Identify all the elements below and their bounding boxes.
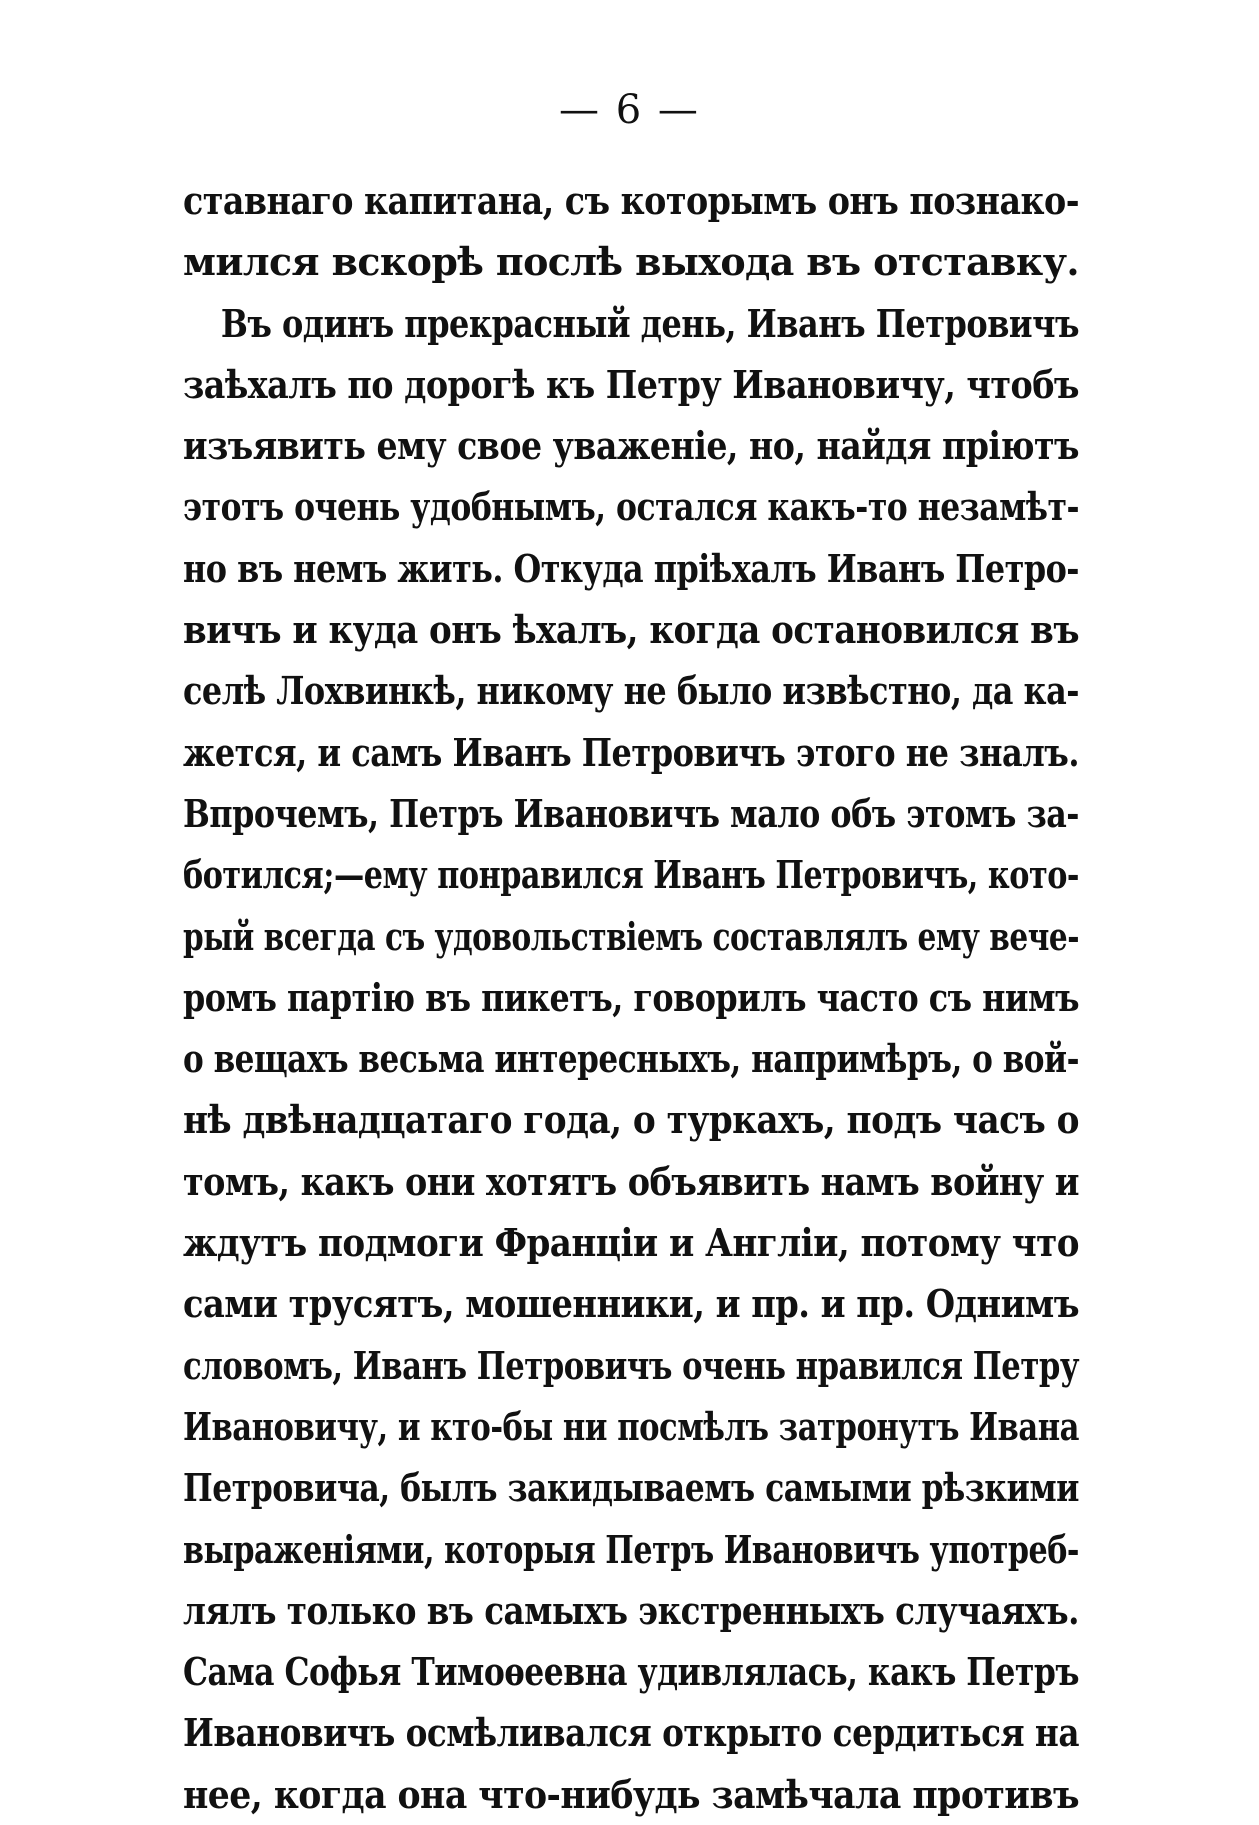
text-line: Ивановичу, и кто-бы ни посмѣлъ затронутъ Ивана	[183, 1403, 1079, 1449]
text-line: селѣ Лохвинкѣ, никому не было извѣстно, да ка-	[183, 668, 1079, 714]
text-line: но въ немъ жить. Откуда пріѣхалъ Иванъ Петро-	[183, 545, 1079, 591]
text-line: о вещахъ весьма интересныхъ, напримѣръ, о вой-	[183, 1036, 1079, 1082]
text-line: словомъ, Иванъ Петровичъ очень нравился Петру	[183, 1342, 1079, 1388]
text-line: этотъ очень удобнымъ, остался какъ-то незамѣт-	[183, 484, 1079, 530]
text-line: Ивановичъ осмѣливался открыто сердиться на	[183, 1710, 1079, 1756]
text-line: ждутъ подмоги Франціи и Англіи, потому что	[183, 1220, 1079, 1266]
text-line: нее, когда она что-нибудь замѣчала противъ	[183, 1771, 1079, 1817]
text-line: ставнаго капитана, съ которымъ онъ познако-	[183, 178, 1079, 223]
body-text	[183, 170, 1079, 1825]
text-line: сами трусятъ, мошенники, и пр. и пр. Однимъ	[183, 1281, 1079, 1327]
text-line: рый всегда съ удовольствіемъ составлялъ ему вече-	[183, 913, 1079, 959]
text-line: нѣ двѣнадцатаго года, о туркахъ, подъ часъ о	[183, 1097, 1079, 1143]
text-line: жется, и самъ Иванъ Петровичъ этого не зналъ.	[183, 729, 1079, 775]
text-line: изъявить ему свое уваженіе, но, найдя пріютъ	[183, 423, 1079, 469]
page-number: — 6 —	[559, 87, 700, 133]
text-line: Впрочемъ, Петръ Ивановичъ мало объ этомъ за-	[183, 790, 1079, 836]
text-line: лялъ только въ самыхъ экстренныхъ случаяхъ.	[183, 1587, 1079, 1633]
text-line: томъ, какъ они хотятъ объявить намъ войну и	[183, 1158, 1079, 1204]
text-line: ромъ партію въ пикетъ, говорилъ часто съ нимъ	[183, 974, 1079, 1020]
text-line: заѣхалъ по дорогѣ къ Петру Ивановичу, чтобъ	[183, 361, 1079, 407]
text-line: Петровича, былъ закидываемъ самыми рѣзкими	[183, 1465, 1079, 1511]
text-line: вичъ и куда онъ ѣхалъ, когда остановился въ	[183, 607, 1079, 653]
text-line: ботился;—ему понравился Иванъ Петровичъ, кото-	[183, 852, 1079, 898]
text-line: Сама Софья Тимоѳеевна удивлялась, какъ Петръ	[183, 1649, 1079, 1695]
text-line: мился вскорѣ послѣ выхода въ отставку.	[183, 239, 1079, 285]
text-line: выраженіями, которыя Петръ Ивановичъ употреб-	[183, 1526, 1079, 1572]
text-line: Въ одинъ прекрасный день, Иванъ Петровичъ	[220, 300, 1079, 346]
